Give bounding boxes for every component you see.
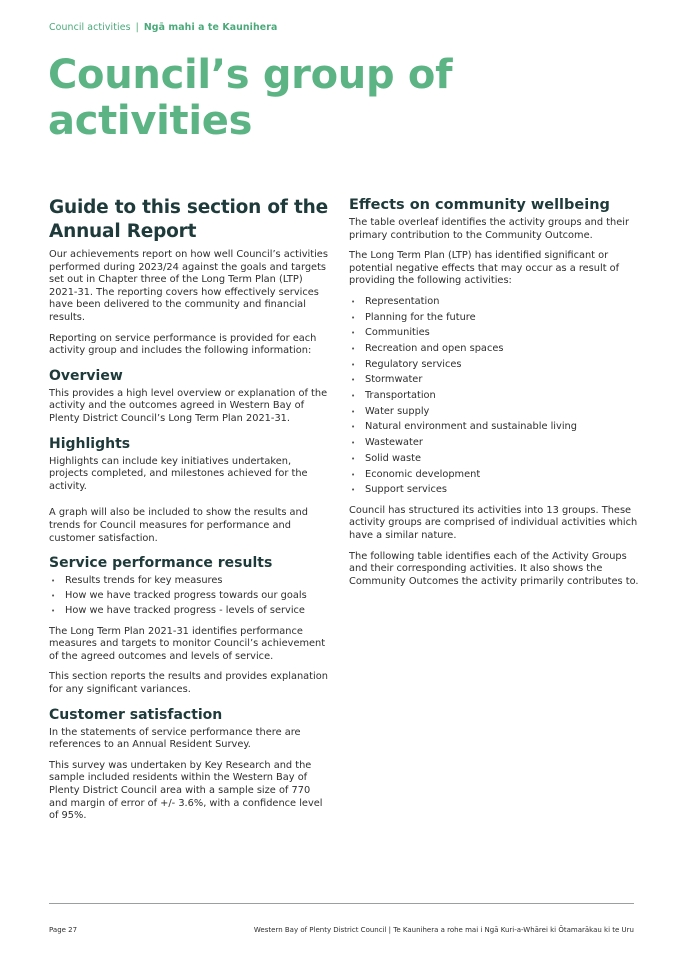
activities-list xyxy=(349,296,639,497)
page-title: Council’s group of activities xyxy=(48,52,453,144)
overview-heading: Overview xyxy=(49,367,123,384)
left-column xyxy=(49,196,329,831)
highlights-paragraph-1: Highlights can include key initiatives undertaken, projects completed, and milestones achieved for the activity. xyxy=(49,455,308,492)
service-performance-list xyxy=(49,575,329,618)
page-number: Page 27 xyxy=(49,926,78,934)
breadcrumb-mi: Ngā mahi a te Kaunihera xyxy=(143,22,278,33)
list-item: • Stormwater xyxy=(349,374,639,387)
effects-paragraph-3: Council has structured its activities into 13 groups. These activity groups are comprised of individual activities which have a similar nature. xyxy=(349,504,638,541)
list-item: • How we have tracked progress - levels of service xyxy=(49,605,329,618)
customer-satisfaction-paragraph-2: This survey was undertaken by Key Research and the sample included residents within the Western Bay of Plenty District Council area with a sample size of 770 and margin of error of +/- 3.6%, with a confidence level of 95%. xyxy=(49,759,323,822)
effects-paragraph-2: The Long Term Plan (LTP) has identified significant or potential negative effects that may occur as a result of providing the following activities: xyxy=(349,250,620,287)
list-item: • How we have tracked progress towards our goals xyxy=(49,590,329,603)
guide-heading: Guide to this section of the Annual Report xyxy=(49,197,328,242)
service-performance-paragraph-1: The Long Term Plan 2021-31 identifies performance measures and targets to monitor Council’s achievement of the agreed outcomes and levels of service. xyxy=(49,625,326,662)
footer-divider xyxy=(49,903,634,904)
footer-document-title: Western Bay of Plenty District Council | Te Kaunihera a rohe mai i Ngā Kuri-a-Whārei ki Ōtamarākau ki te Uru xyxy=(253,926,634,934)
highlights-heading: Highlights xyxy=(49,435,131,452)
list-item: • Results trends for key measures xyxy=(49,575,329,588)
effects-paragraph-4: The following table identifies each of the Activity Groups and their corresponding activities. It also shows the Community Outcomes the activity primarily contributes to. xyxy=(349,550,639,587)
guide-paragraph-2: Reporting on service performance is provided for each activity group and includes the following information: xyxy=(49,332,317,357)
list-item: • Regulatory services xyxy=(349,359,639,372)
customer-satisfaction-heading: Customer satisfaction xyxy=(49,706,223,723)
list-item: • Communities xyxy=(349,327,639,340)
breadcrumb-separator: | xyxy=(135,22,139,33)
effects-paragraph-1: The table overleaf identifies the activity groups and their primary contribution to the Community Outcome. xyxy=(349,217,630,241)
highlights-paragraph-2: A graph will also be included to show the results and trends for Council measures for performance and customer satisfaction. xyxy=(49,507,308,544)
breadcrumb-en: Council activities xyxy=(49,22,131,33)
service-performance-heading: Service performance results xyxy=(49,555,273,572)
overview-paragraph: This provides a high level overview or explanation of the activity and the outcomes agreed in Western Bay of Plenty District Council’s Long Term Plan 2021-31. xyxy=(49,387,328,424)
list-item: • Wastewater xyxy=(349,437,639,450)
list-item: • Planning for the future xyxy=(349,312,639,325)
list-item: • Support services xyxy=(349,484,639,497)
list-item: • Recreation and open spaces xyxy=(349,343,639,356)
list-item: • Natural environment and sustainable living xyxy=(349,421,639,434)
guide-paragraph-1: Our achievements report on how well Council’s activities performed during 2023/24 against the goals and targets set out in Chapter three of the Long Term Plan (LTP) 2021-31. The reporting covers how effectively services have been delivered to the community and financial results. xyxy=(49,249,328,323)
list-item: • Solid waste xyxy=(349,453,639,466)
list-item: • Water supply xyxy=(349,406,639,419)
right-column xyxy=(349,196,639,596)
list-item: • Economic development xyxy=(349,469,639,482)
list-item: • Representation xyxy=(349,296,639,309)
service-performance-paragraph-2: This section reports the results and provides explanation for any significant variances. xyxy=(49,671,328,696)
customer-satisfaction-paragraph-1: In the statements of service performance there are references to an Annual Resident Survey. xyxy=(49,726,301,751)
list-item: • Transportation xyxy=(349,390,639,403)
breadcrumb xyxy=(49,22,277,33)
effects-heading: Effects on community wellbeing xyxy=(349,197,610,213)
